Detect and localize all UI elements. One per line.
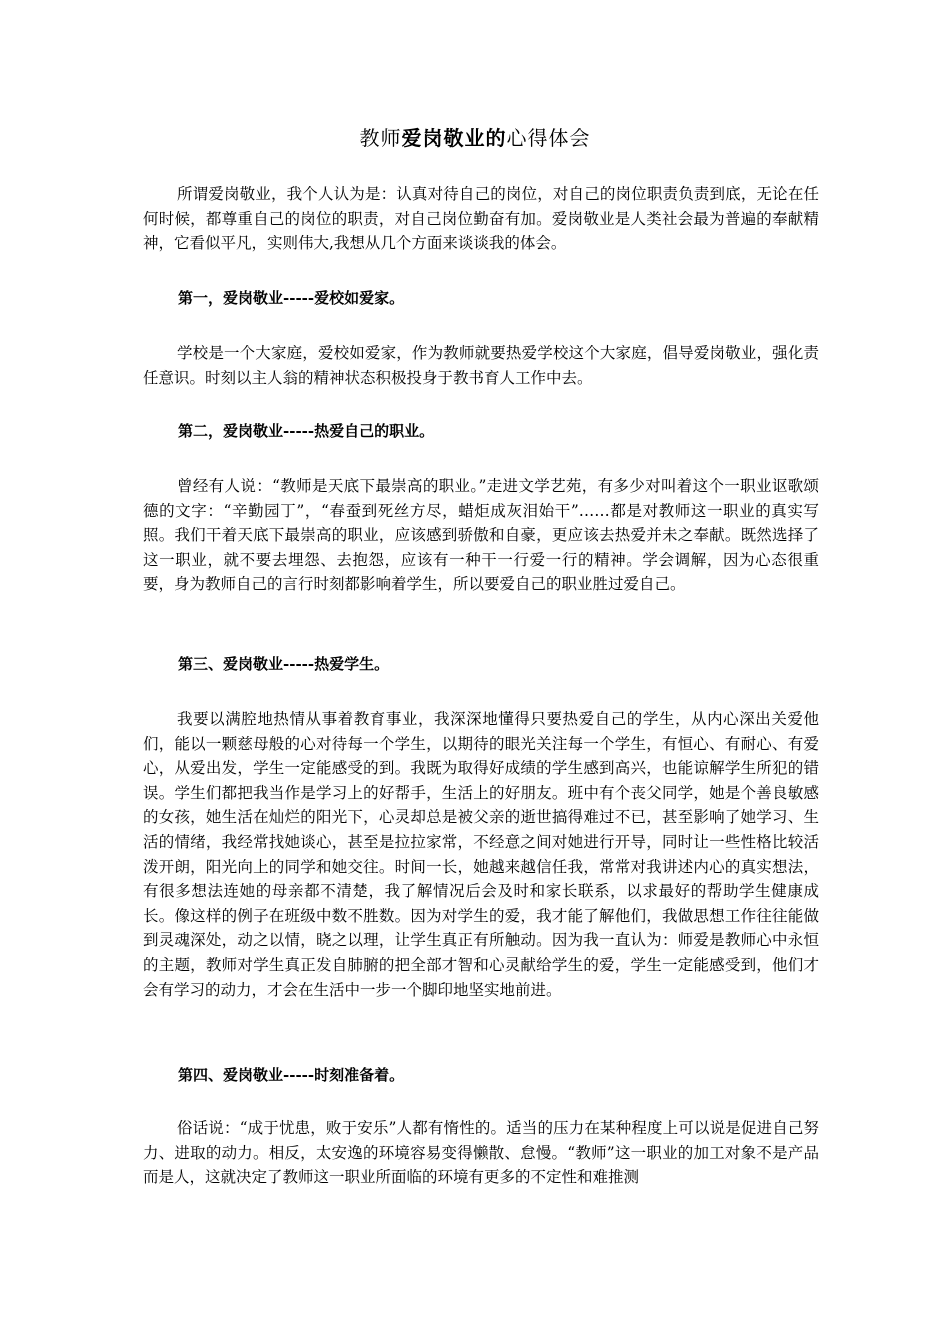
intro-paragraph: 所谓爱岗敬业，我个人认为是：认真对待自己的岗位，对自己的岗位职责负责到底，无论在任何时候，都尊重自己的岗位的职责，对自己岗位勤奋有加。爱岗敬业是人类社会最为普遍的奉献精神，它看似平凡，实则伟大,我想从几个方面来谈谈我的体会。 bbox=[143, 185, 819, 253]
title-part-2: 爱岗敬业的 bbox=[401, 126, 507, 150]
section-heading-3: 第三、爱岗敬业-----热爱学生。 bbox=[178, 655, 390, 673]
title-part-3: 心得体会 bbox=[506, 126, 591, 150]
title-part-1: 教师 bbox=[359, 126, 402, 150]
section-2-paragraph: 曾经有人说：“教师是天底下最崇高的职业。”走进文学艺苑，有多少对叫着这个一职业讴歌颂德的文字：“辛勤园丁”，“春蚕到死丝方尽，蜡炬成灰泪始干”……都是对教师这一职业的真实写照。我们干着天底下最崇高的职业，应该感到骄傲和自豪，更应该去热爱并未之奉献。既然选择了这一职业，就不要去埋怨、去抱怨，应该有一种干一行爱一行的精神。学会调解，因为心态很重要，身为教师自己的言行时刻都影响着学生，所以要爱自己的职业胜过爱自己。 bbox=[143, 477, 819, 594]
section-3-paragraph: 我要以满腔地热情从事着教育事业，我深深地懂得只要热爱自己的学生，从内心深出关爱他们，能以一颗慈母般的心对待每一个学生，以期待的眼光关注每一个学生，有恒心、有耐心、有爱心，从爱出发，学生一定能感受的到。我既为取得好成绩的学生感到高兴，也能谅解学生所犯的错误。学生们都把我当作是学习上的好帮手，生活上的好朋友。班中有个丧父同学，她是个善良敏感的女孩，她生活在灿烂的阳光下，心灵却总是被父亲的逝世搞得难过不已，甚至影响了她学习、生活的情绪，我经常找她谈心，甚至是拉拉家常，不经意之间对她进行开导，同时让一些性格比较活泼开朗，阳光向上的同学和她交往。时间一长，她越来越信任我，常常对我讲述内心的真实想法，有很多想法连她的母亲都不清楚，我了解情况后会及时和家长联系，以求最好的帮助学生健康成长。像这样的例子在班级中数不胜数。因为对学生的爱，我才能了解他们，我做思想工作往往能做到灵魂深处，动之以情，晓之以理，让学生真正有所触动。因为我一直认为：师爱是教师心中永恒的主题，教师对学生真正发自肺腑的把全部才智和心灵献给学生的爱，学生一定能感受到，他们才会有学习的动力，才会在生活中一步一个脚印地坚实地前进。 bbox=[143, 710, 819, 999]
section-1-paragraph: 学校是一个大家庭，爱校如爱家，作为教师就要热爱学校这个大家庭，倡导爱岗敬业，强化责任意识。时刻以主人翁的精神状态积极投身于教书育人工作中去。 bbox=[143, 344, 819, 387]
section-heading-2: 第二，爱岗敬业-----热爱自己的职业。 bbox=[178, 422, 435, 440]
document-title bbox=[0, 124, 950, 152]
section-4-paragraph: 俗话说：“成于忧患，败于安乐”人都有惰性的。适当的压力在某种程度上可以说是促进自己努力、进取的动力。相反，太安逸的环境容易变得懒散、怠慢。“教师”这一职业的加工对象不是产品而是人，这就决定了教师这一职业所面临的环境有更多的不定性和难推测 bbox=[143, 1119, 819, 1187]
section-heading-4: 第四、爱岗敬业-----时刻准备着。 bbox=[178, 1066, 405, 1084]
section-heading-1: 第一，爱岗敬业-----爱校如爱家。 bbox=[178, 289, 405, 307]
